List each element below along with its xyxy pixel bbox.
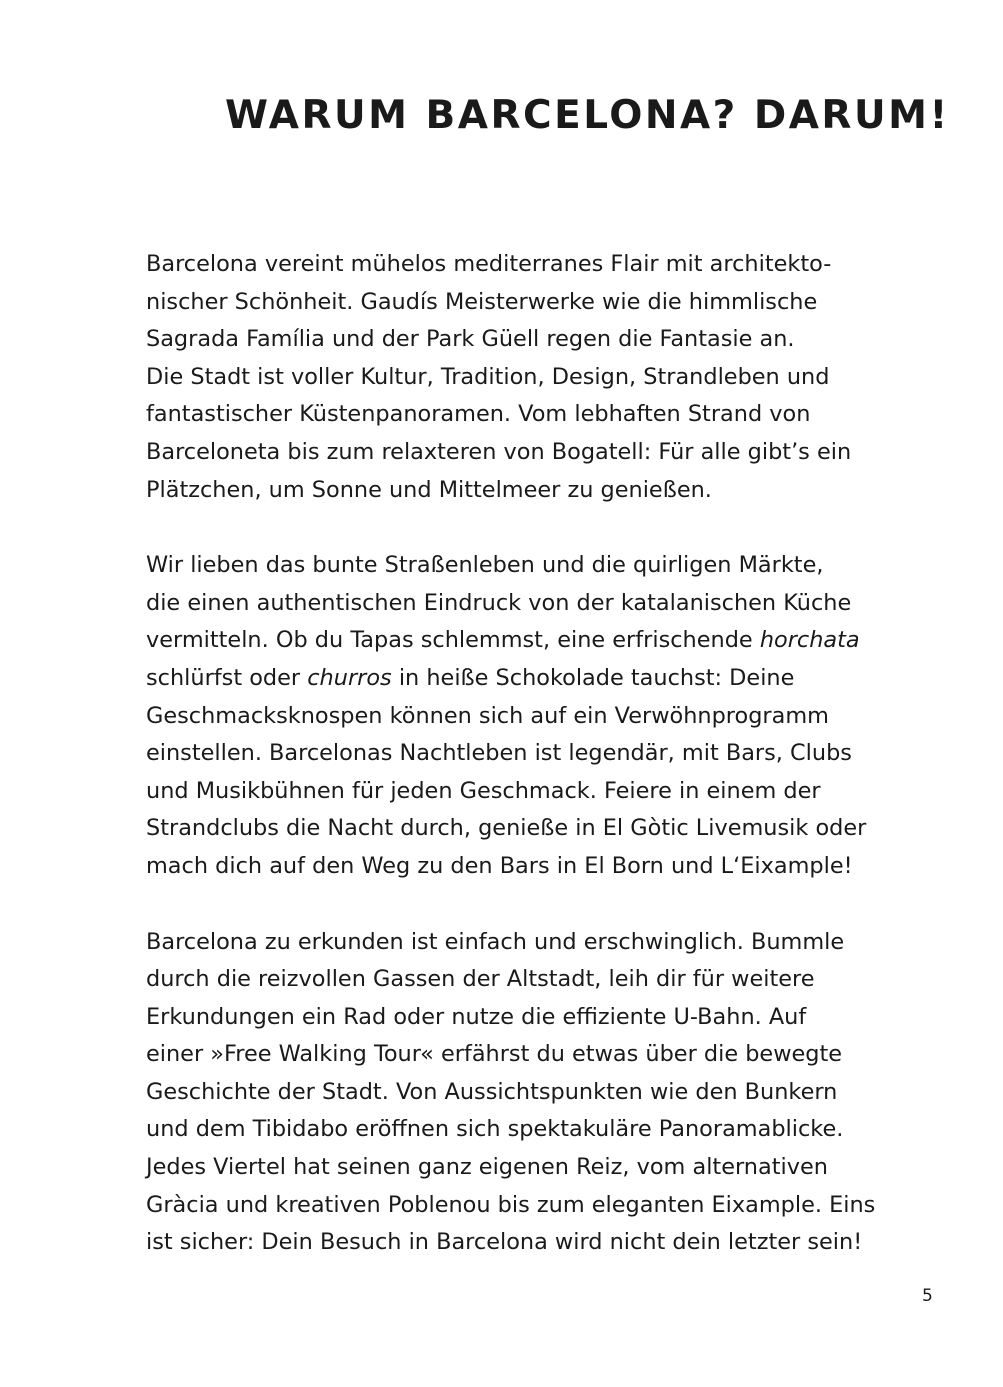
paragraph <box>146 924 946 1262</box>
page-number: 5 <box>922 1286 933 1306</box>
text-line: und Musikbühnen für jeden Geschmack. Feiere in einem der <box>146 777 821 804</box>
italic-term: horchata <box>759 627 860 654</box>
text-segment: in heiße Schokolade tauchst: Deine <box>391 664 795 691</box>
text-line: Erkundungen ein Rad oder nutze die effiziente U-Bahn. Auf <box>146 1003 807 1030</box>
text-line: ist sicher: Dein Besuch in Barcelona wird nicht dein letzter sein! <box>146 1229 863 1256</box>
text-line: Barceloneta bis zum relaxteren von Bogatell: Für alle gibt’s ein <box>146 438 852 465</box>
text-segment: schlürfst oder <box>146 664 308 691</box>
text-line: Die Stadt ist voller Kultur, Tradition, Design, Strandleben und <box>146 363 830 390</box>
text-line: einer »Free Walking Tour« erfährst du etwas über die bewegte <box>146 1041 843 1068</box>
text-line: Geschichte der Stadt. Von Aussichtspunkten wie den Bunkern <box>146 1078 838 1105</box>
body-text <box>146 246 946 1300</box>
text-line: Plätzchen, um Sonne und Mittelmeer zu genießen. <box>146 476 712 503</box>
text-line: mach dich auf den Weg zu den Bars in El Born und L‘Eixample! <box>146 852 853 879</box>
text-segment: vermitteln. Ob du Tapas schlemmst, eine erfrischende <box>146 627 760 654</box>
paragraph <box>146 246 946 509</box>
text-line: Wir lieben das bunte Straßenleben und die quirligen Märkte, <box>146 552 824 579</box>
text-line <box>146 660 946 698</box>
text-line: Barcelona zu erkunden ist einfach und erschwinglich. Bummle <box>146 928 845 955</box>
text-line: Gràcia und kreativen Poblenou bis zum eleganten Eixample. Eins <box>146 1191 876 1218</box>
italic-term: churros <box>307 664 392 691</box>
text-line: Sagrada Família und der Park Güell regen die Fantasie an. <box>146 326 795 353</box>
text-line: durch die reizvollen Gassen der Altstadt, leih dir für weitere <box>146 966 815 993</box>
text-line: einstellen. Barcelonas Nachtleben ist legendär, mit Bars, Clubs <box>146 740 852 767</box>
text-line <box>146 622 946 660</box>
text-line: die einen authentischen Eindruck von der katalanischen Küche <box>146 589 852 616</box>
text-line: nischer Schönheit. Gaudís Meisterwerke wie die himmlische <box>146 288 818 315</box>
page-title: WARUM BARCELONA? DARUM! <box>225 93 950 138</box>
text-line: Strandclubs die Nacht durch, genieße in El Gòtic Livemusik oder <box>146 815 867 842</box>
text-line: Barcelona vereint mühelos mediterranes Flair mit architekto- <box>146 251 832 277</box>
text-line: Jedes Viertel hat seinen ganz eigenen Reiz, vom alternativen <box>146 1154 828 1181</box>
text-line: fantastischer Küstenpanoramen. Vom lebhaften Strand von <box>146 401 811 428</box>
paragraph <box>146 547 946 885</box>
text-line: Geschmacksknospen können sich auf ein Verwöhnprogramm <box>146 702 829 729</box>
text-line: und dem Tibidabo eröffnen sich spektakuläre Panoramablicke. <box>146 1116 844 1143</box>
